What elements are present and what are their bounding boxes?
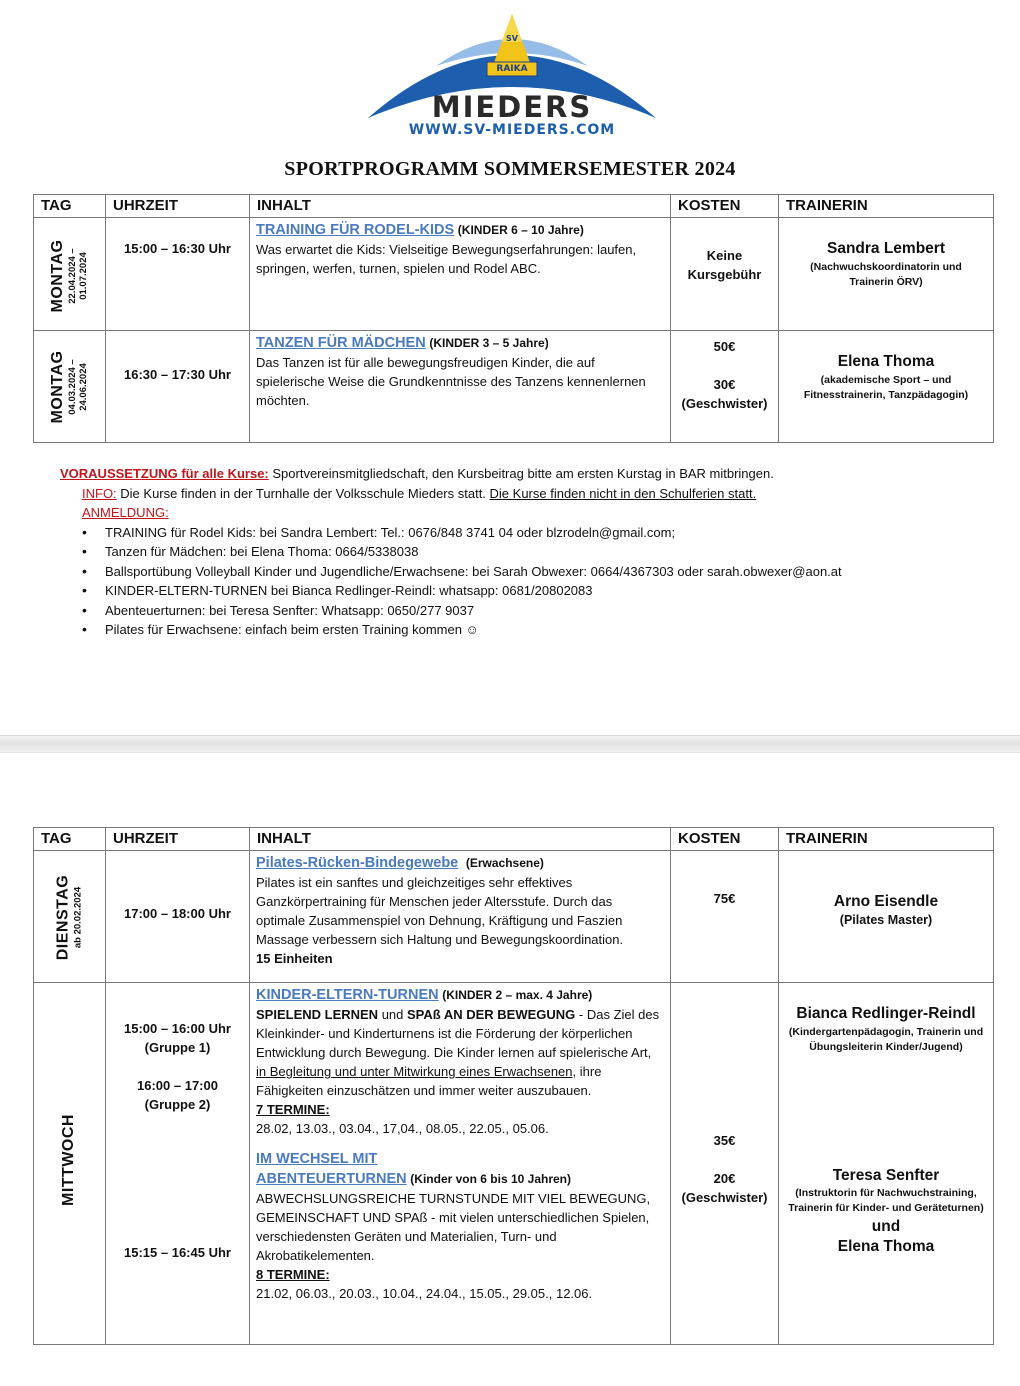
time-cell bbox=[106, 983, 250, 1345]
cost-sibling: 20€ bbox=[713, 1171, 736, 1186]
course-und: und bbox=[378, 1007, 407, 1022]
header-inhalt: INHALT bbox=[250, 828, 671, 851]
termine-dates: 21.02, 06.03., 20.03., 10.04., 24.04., 15.05., 29.05., 12.06. bbox=[256, 1286, 593, 1301]
trainer-group-2 bbox=[779, 1167, 993, 1256]
page-2 bbox=[0, 753, 1020, 1386]
list-item: • TRAINING für Rodel Kids: bei Sandra Lembert: Tel.: 0676/848 3741 04 oder blzrodeln@gmail.com; bbox=[82, 523, 980, 543]
course-title-link[interactable]: ABENTEUERTURNEN bbox=[256, 1171, 407, 1187]
cost-spanning-group bbox=[671, 246, 778, 284]
cost-sibling: 30€ bbox=[713, 377, 736, 392]
course-description: Das Tanzen ist für alle bewegungsfreudigen Kinder, die auf spielerische Weise die Grundkenntnisse des Tanzens kennenlernen möchten. bbox=[256, 355, 646, 408]
course-title-link[interactable]: TRAINING FÜR RODEL-KIDS bbox=[256, 222, 455, 238]
termine-label: 8 TERMINE: bbox=[256, 1267, 330, 1282]
content-cell bbox=[250, 983, 671, 1345]
day-date-start: 04.03.2024 – bbox=[67, 359, 78, 415]
day-date: ab 20.02.2024 bbox=[72, 886, 84, 949]
day-label-vertical bbox=[49, 221, 89, 331]
schedule-table-2 bbox=[33, 827, 994, 1345]
info-line bbox=[82, 484, 980, 504]
course-title-link[interactable]: KINDER-ELTERN-TURNEN bbox=[256, 987, 439, 1003]
day-cell bbox=[34, 851, 106, 983]
day-name: MONTAG bbox=[49, 350, 66, 424]
table-row-mittwoch bbox=[34, 983, 994, 1345]
course-text-2: , ihre Fähigkeiten einzuschätzen und immer weiter auszubauen. bbox=[256, 1064, 602, 1098]
time-cell: 16:30 – 17:30 Uhr bbox=[106, 331, 250, 443]
day-name: MITTWOCH bbox=[60, 1114, 77, 1206]
list-item: • Pilates für Erwachsene: einfach beim ersten Training kommen ☺ bbox=[82, 620, 980, 640]
info-underlined: Die Kurse finden nicht in den Schulferien statt. bbox=[489, 485, 757, 501]
cost-sibling-note: (Geschwister) bbox=[681, 396, 768, 411]
trainer-description: (Kindergartenpädagogin, Trainerin und Übungsleiterin Kinder/Jugend) bbox=[788, 1026, 984, 1053]
trainer-name: Bianca Redlinger-Reindl bbox=[796, 1005, 976, 1022]
trainer-name: Arno Eisendle bbox=[833, 893, 939, 910]
day-label-vertical bbox=[60, 1100, 78, 1220]
header-uhrzeit: UHRZEIT bbox=[106, 828, 250, 851]
list-item: • Ballsportübung Volleyball Kinder und Jugendliche/Erwachsene: bei Sarah Obwexer: 0664/4367303 oder sarah.obwexer@aon.at bbox=[82, 562, 980, 582]
time-slot-1: 15:00 – 16:00 Uhr bbox=[124, 1021, 231, 1036]
time-group-1 bbox=[106, 1019, 249, 1057]
cost-group bbox=[671, 1131, 778, 1207]
course-bold-2: SPAß AN DER BEWEGUNG bbox=[407, 1007, 576, 1022]
table-row-pilates bbox=[34, 851, 994, 983]
trainer-group-1 bbox=[779, 1005, 993, 1055]
course-text-1: - Das Ziel des Kleinkinder- und Kinderturnens ist die Förderung der körperlichen Entwicklung durch Bewegung. Die Kinder lernen auf spielerische Art, bbox=[256, 1007, 660, 1060]
day-name: MONTAG bbox=[49, 239, 66, 313]
content-cell bbox=[250, 851, 671, 983]
header-uhrzeit: UHRZEIT bbox=[106, 195, 250, 218]
header-kosten: KOSTEN bbox=[671, 195, 779, 218]
trainer-name: Teresa Senfter bbox=[832, 1167, 940, 1184]
day-label-vertical bbox=[55, 858, 84, 978]
cost-cell bbox=[671, 331, 779, 443]
cost-sibling-note: (Geschwister) bbox=[681, 1190, 768, 1205]
trainer-description: (Instruktorin für Nachwuchstraining, Trainerin für Kinder- und Geräteturnen) bbox=[788, 1187, 984, 1214]
list-item: • Tanzen für Mädchen: bei Elena Thoma: 0664/5338038 bbox=[82, 542, 980, 562]
logo-name: MIEDERS bbox=[431, 90, 593, 124]
day-cell bbox=[34, 983, 106, 1345]
logo-sv-text: SV bbox=[506, 34, 518, 43]
trainer-cell bbox=[779, 983, 994, 1345]
trainer-description: (akademische Sport – und Fitnesstrainerin, Tanzpädagogin) bbox=[803, 374, 969, 401]
trainer-description: (Nachwuchskoordinatorin und Trainerin ÖRV) bbox=[810, 261, 962, 288]
course-age-tag: (KINDER 3 – 5 Jahre) bbox=[429, 336, 549, 350]
cost-cell bbox=[671, 218, 779, 331]
prerequisite-line bbox=[60, 464, 980, 484]
content-cell bbox=[250, 218, 671, 331]
group-1-label: (Gruppe 1) bbox=[144, 1040, 211, 1055]
cost-cell bbox=[671, 983, 779, 1345]
course-description: ABWECHSLUNGSREICHE TURNSTUNDE MIT VIEL BEWEGUNG, GEMEINSCHAFT UND SPAß - mit vielen unterschiedlichen Spielen, verschiedensten Geräten und Materialien, Turn- und Akrobatikelementen. bbox=[256, 1191, 651, 1263]
time-slot-2: 16:00 – 17:00 bbox=[137, 1078, 218, 1093]
prerequisite-text: Sportvereinsmitgliedschaft, den Kursbeitrag bitte am ersten Kurstag in BAR mitbringen. bbox=[268, 466, 774, 481]
schedule-table-1 bbox=[33, 194, 994, 443]
time-group-2 bbox=[106, 1076, 249, 1114]
cost-cell: 75€ bbox=[671, 851, 779, 983]
header-kosten: KOSTEN bbox=[671, 828, 779, 851]
registration-label-line bbox=[82, 503, 980, 523]
trainer-cell bbox=[779, 331, 994, 443]
course-underlined: in Begleitung und unter Mitwirkung eines Erwachsenen bbox=[256, 1064, 573, 1079]
header-inhalt: INHALT bbox=[250, 195, 671, 218]
termine-label: 7 TERMINE: bbox=[256, 1102, 330, 1117]
course-age-tag: (KINDER 2 – max. 4 Jahre) bbox=[442, 988, 593, 1002]
sv-mieders-logo bbox=[366, 6, 658, 142]
course-title-link[interactable]: TANZEN FÜR MÄDCHEN bbox=[256, 335, 426, 351]
page-title: SPORTPROGRAMM SOMMERSEMESTER 2024 bbox=[284, 158, 736, 180]
page-separator bbox=[0, 735, 1020, 753]
registration-label: ANMELDUNG: bbox=[82, 505, 169, 520]
logo-url: WWW.SV-MIEDERS.COM bbox=[408, 122, 616, 138]
content-cell bbox=[250, 331, 671, 443]
course-units: 15 Einheiten bbox=[256, 951, 333, 966]
time-cell: 17:00 – 18:00 Uhr bbox=[106, 851, 250, 983]
header-trainerin: TRAINERIN bbox=[779, 195, 994, 218]
course-bold-1: SPIELEND LERNEN bbox=[256, 1007, 379, 1022]
day-label-vertical bbox=[49, 332, 89, 442]
header-tag: TAG bbox=[34, 828, 106, 851]
list-item: • KINDER-ELTERN-TURNEN bei Bianca Redlinger-Reindl: whatsapp: 0681/20802083 bbox=[82, 581, 980, 601]
course-age-tag: (Kinder von 6 bis 10 Jahren) bbox=[410, 1172, 571, 1186]
header-trainerin: TRAINERIN bbox=[779, 828, 994, 851]
spacer bbox=[256, 1138, 664, 1149]
course-description: Was erwartet die Kids: Vielseitige Bewegungserfahrungen: laufen, springen, werfen, turnen, spielen und Rodel ABC. bbox=[256, 242, 637, 276]
course-age-tag: (KINDER 6 – 10 Jahre) bbox=[457, 223, 584, 237]
course-title-link[interactable]: IM WECHSEL MIT bbox=[256, 1151, 378, 1167]
day-date-end: 01.07.2024 bbox=[78, 252, 89, 300]
table-header-row bbox=[34, 195, 994, 218]
course-title-link[interactable]: Pilates-Rücken-Bindegewebe bbox=[256, 855, 459, 871]
trainer-name: Sandra Lembert bbox=[826, 240, 945, 257]
day-date-end: 24.06.2024 bbox=[78, 363, 89, 411]
table-row-rodel bbox=[34, 218, 994, 331]
day-date-start: 22.04.2024 – bbox=[67, 248, 78, 304]
cost-line-2: Kursgebühr bbox=[687, 267, 762, 282]
notes-section bbox=[60, 464, 980, 640]
table-row-tanzen bbox=[34, 331, 994, 443]
trainer-description: (Pilates Master) bbox=[839, 913, 933, 927]
cost-line-1: Keine bbox=[706, 248, 743, 263]
logo-raika-text: RAIKA bbox=[496, 64, 528, 74]
group-2-label: (Gruppe 2) bbox=[144, 1097, 211, 1112]
day-name: DIENSTAG bbox=[54, 874, 72, 961]
list-item: • Abenteuerturnen: bei Teresa Senfter: Whatsapp: 0650/277 9037 bbox=[82, 601, 980, 621]
prerequisite-label: VORAUSSETZUNG für alle Kurse: bbox=[60, 466, 269, 481]
info-text: Die Kurse finden in der Turnhalle der Volksschule Mieders statt. bbox=[116, 485, 490, 501]
termine-dates: 28.02, 13.03., 03.04., 17,04., 08.05., 22.05., 05.06. bbox=[256, 1121, 549, 1136]
course-age-tag: (Erwachsene) bbox=[465, 856, 544, 870]
trainer-name: Elena Thoma bbox=[837, 353, 935, 370]
cost-regular: 50€ bbox=[713, 339, 736, 354]
course-description: Pilates ist ein sanftes und gleichzeitiges sehr effektives Ganzkörpertraining für Menschen jeder Altersstufe. Durch das optimale Zusammenspiel von Dehnung, Kräftigung und Faszien Massage verbessern sich Haltung und Bewegungskoordination. bbox=[256, 875, 624, 947]
trainer-cell bbox=[779, 218, 994, 331]
time-cell: 15:00 – 16:30 Uhr bbox=[106, 218, 250, 331]
day-cell bbox=[34, 331, 106, 443]
registration-list bbox=[82, 523, 980, 640]
trainer-name: Elena Thoma bbox=[837, 1238, 935, 1255]
cost-regular: 35€ bbox=[713, 1133, 736, 1148]
header-tag: TAG bbox=[34, 195, 106, 218]
day-cell bbox=[34, 218, 106, 331]
table-header-row bbox=[34, 828, 994, 851]
time-slot-3: 15:15 – 16:45 Uhr bbox=[124, 1245, 231, 1260]
trainer-cell bbox=[779, 851, 994, 983]
trainer-und: und bbox=[871, 1218, 901, 1235]
info-label: INFO: bbox=[82, 485, 117, 501]
